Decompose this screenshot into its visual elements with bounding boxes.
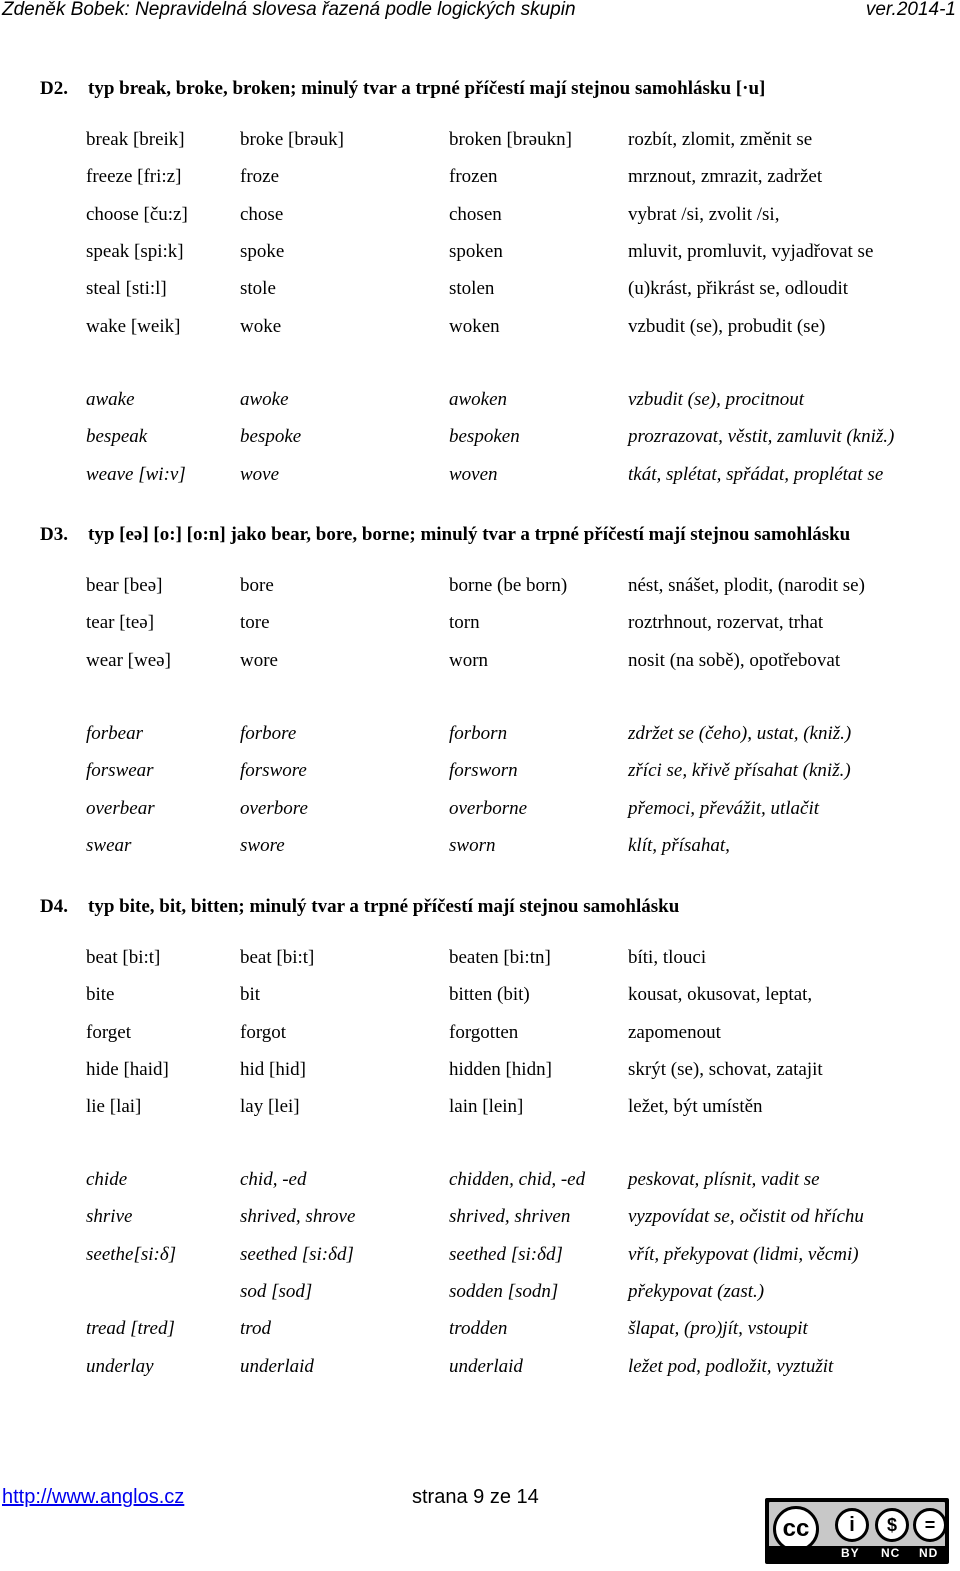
infinitive-cell: freeze [fri:z]	[86, 166, 182, 187]
past-tense-cell: stole	[240, 278, 276, 299]
verb-row	[0, 1280, 960, 1306]
section-title	[40, 524, 850, 546]
header-version: ver.2014-1	[865, 0, 956, 20]
infinitive-cell: bespeak	[86, 426, 148, 447]
past-participle-cell: lain [lein]	[449, 1096, 524, 1117]
past-participle-cell: forgotten	[449, 1022, 519, 1043]
past-tense-cell: chid, -ed	[240, 1169, 307, 1190]
verb-row	[0, 1205, 960, 1231]
infinitive-cell: shrive	[86, 1206, 133, 1227]
past-tense-cell: beat [bi:t]	[240, 947, 315, 968]
past-participle-cell: spoken	[449, 241, 503, 262]
past-participle-cell: shrived, shriven	[449, 1206, 571, 1227]
infinitive-cell: break [breik]	[86, 129, 185, 150]
past-participle-cell: trodden	[449, 1318, 508, 1339]
meaning-cell: rozbít, zlomit, změnit se	[628, 129, 813, 150]
meaning-cell: překypovat (zast.)	[628, 1281, 765, 1302]
verb-row	[0, 1243, 960, 1269]
section-number: D2.	[40, 78, 68, 99]
meaning-cell: vzbudit (se), procitnout	[628, 389, 805, 410]
past-participle-cell: seethed [si:δd]	[449, 1244, 563, 1265]
infinitive-cell: lie [lai]	[86, 1096, 142, 1117]
past-tense-cell: hid [hid]	[240, 1059, 306, 1080]
page-header	[0, 0, 960, 24]
meaning-cell: šlapat, (pro)jít, vstoupit	[628, 1318, 808, 1339]
past-tense-cell: forgot	[240, 1022, 287, 1043]
past-tense-cell: chose	[240, 204, 284, 225]
past-participle-cell: woken	[449, 316, 500, 337]
past-tense-cell: trod	[240, 1318, 271, 1339]
past-participle-cell: chidden, chid, -ed	[449, 1169, 586, 1190]
meaning-cell: prozrazovat, věstit, zamluvit (kniž.)	[628, 426, 895, 447]
past-tense-cell: swore	[240, 835, 285, 856]
past-participle-cell: forsworn	[449, 760, 518, 781]
past-tense-cell: forbore	[240, 723, 297, 744]
noncommercial-icon: $	[875, 1508, 909, 1542]
past-participle-cell: awoken	[449, 389, 508, 410]
infinitive-cell: bite	[86, 984, 115, 1005]
past-tense-cell: wove	[240, 464, 280, 485]
meaning-cell: zříci se, křivě přísahat (kniž.)	[628, 760, 851, 781]
meaning-cell: ležet pod, podložit, vyztužit	[628, 1356, 834, 1377]
website-link[interactable]: http://www.anglos.cz	[2, 1486, 185, 1508]
infinitive-cell: steal [sti:l]	[86, 278, 167, 299]
verb-row	[0, 277, 960, 303]
past-participle-cell: forborn	[449, 723, 508, 744]
past-participle-cell: sodden [sodn]	[449, 1281, 559, 1302]
past-tense-cell: awoke	[240, 389, 289, 410]
past-tense-cell: seethed [si:δd]	[240, 1244, 354, 1265]
infinitive-cell: underlay	[86, 1356, 154, 1377]
meaning-cell: (u)krást, přikrást se, odloudit	[628, 278, 849, 299]
verb-row	[0, 722, 960, 748]
meaning-cell: nést, snášet, plodit, (narodit se)	[628, 575, 865, 596]
creative-commons-badge	[765, 1498, 949, 1564]
meaning-cell: přemoci, převážit, utlačit	[628, 798, 820, 819]
past-tense-cell: lay [lei]	[240, 1096, 300, 1117]
past-participle-cell: overborne	[449, 798, 528, 819]
past-tense-cell: bespoke	[240, 426, 302, 447]
meaning-cell: mrznout, zmrazit, zadržet	[628, 166, 823, 187]
infinitive-cell: bear [beə]	[86, 575, 163, 596]
infinitive-cell: tread [tred]	[86, 1318, 175, 1339]
infinitive-cell: forswear	[86, 760, 154, 781]
infinitive-cell: awake	[86, 389, 135, 410]
cc-icon: cc	[773, 1506, 819, 1552]
infinitive-cell: chide	[86, 1169, 128, 1190]
verb-row	[0, 240, 960, 266]
past-participle-cell: underlaid	[449, 1356, 523, 1377]
noderivatives-icon: =	[913, 1508, 947, 1542]
past-tense-cell: shrived, shrove	[240, 1206, 356, 1227]
verb-row	[0, 425, 960, 451]
verb-row	[0, 165, 960, 191]
section-number: D3.	[40, 524, 68, 545]
past-tense-cell: forswore	[240, 760, 307, 781]
license-label-nc: NC	[881, 1546, 901, 1560]
infinitive-cell: wake [weik]	[86, 316, 181, 337]
past-participle-cell: beaten [bi:tn]	[449, 947, 551, 968]
section-heading-text: typ bite, bit, bitten; minulý tvar a trpné příčestí mají stejnou samohlásku	[88, 896, 680, 917]
section-title	[40, 78, 765, 100]
verb-row	[0, 1317, 960, 1343]
verb-row	[0, 759, 960, 785]
verb-row	[0, 203, 960, 229]
meaning-cell: mluvit, promluvit, vyjadřovat se	[628, 241, 874, 262]
past-participle-cell: broken [brəukn]	[449, 129, 572, 150]
section-heading-text: typ [eə] [o:] [o:n] jako bear, bore, borne; minulý tvar a trpné příčestí mají stejnou samohlásku	[88, 524, 851, 545]
past-participle-cell: chosen	[449, 204, 502, 225]
meaning-cell: zapomenout	[628, 1022, 721, 1043]
meaning-cell: vyzpovídat se, očistit od hříchu	[628, 1206, 864, 1227]
section-number: D4.	[40, 896, 68, 917]
past-participle-cell: borne (be born)	[449, 575, 568, 596]
meaning-cell: zdržet se (čeho), ustat, (kniž.)	[628, 723, 852, 744]
verb-row	[0, 983, 960, 1009]
infinitive-cell: weave [wi:v]	[86, 464, 186, 485]
meaning-cell: peskovat, plísnit, vadit se	[628, 1169, 820, 1190]
past-tense-cell: bit	[240, 984, 261, 1005]
past-tense-cell: broke [brəuk]	[240, 129, 344, 150]
verb-row	[0, 1095, 960, 1121]
license-label-nd: ND	[919, 1546, 939, 1560]
meaning-cell: klít, přísahat,	[628, 835, 730, 856]
page-number: strana 9 ze 14	[412, 1486, 539, 1508]
past-tense-cell: woke	[240, 316, 282, 337]
license-label-by: BY	[841, 1546, 860, 1560]
verb-row	[0, 1168, 960, 1194]
past-tense-cell: underlaid	[240, 1356, 314, 1377]
past-participle-cell: woven	[449, 464, 498, 485]
past-tense-cell: overbore	[240, 798, 308, 819]
past-participle-cell: worn	[449, 650, 489, 671]
license-labels	[769, 1546, 945, 1560]
meaning-cell: kousat, okusovat, leptat,	[628, 984, 813, 1005]
verb-row	[0, 1058, 960, 1084]
verb-row	[0, 1355, 960, 1381]
past-tense-cell: spoke	[240, 241, 285, 262]
past-tense-cell: sod [sod]	[240, 1281, 313, 1302]
attribution-icon: i	[835, 1508, 869, 1542]
infinitive-cell: overbear	[86, 798, 155, 819]
infinitive-cell: speak [spi:k]	[86, 241, 184, 262]
verb-row	[0, 315, 960, 341]
infinitive-cell: seethe[si:δ]	[86, 1244, 177, 1265]
meaning-cell: ležet, být umístěn	[628, 1096, 763, 1117]
past-tense-cell: froze	[240, 166, 280, 187]
verb-row	[0, 797, 960, 823]
past-participle-cell: bespoken	[449, 426, 520, 447]
verb-row	[0, 834, 960, 860]
infinitive-cell: tear [teə]	[86, 612, 155, 633]
past-tense-cell: tore	[240, 612, 270, 633]
meaning-cell: nosit (na sobě), opotřebovat	[628, 650, 841, 671]
verb-row	[0, 1021, 960, 1047]
meaning-cell: vzbudit (se), probudit (se)	[628, 316, 826, 337]
past-participle-cell: frozen	[449, 166, 498, 187]
past-participle-cell: torn	[449, 612, 480, 633]
past-tense-cell: bore	[240, 575, 274, 596]
meaning-cell: vřít, překypovat (lidmi, věcmi)	[628, 1244, 859, 1265]
past-participle-cell: stolen	[449, 278, 495, 299]
section-heading-text: typ break, broke, broken; minulý tvar a trpné příčestí mají stejnou samohlásku [·u]	[88, 78, 766, 99]
past-participle-cell: sworn	[449, 835, 496, 856]
infinitive-cell: swear	[86, 835, 132, 856]
header-title: Zdeněk Bobek: Nepravidelná slovesa řazená podle logických skupin	[2, 0, 576, 20]
meaning-cell: bíti, tlouci	[628, 947, 707, 968]
infinitive-cell: forbear	[86, 723, 143, 744]
verb-row	[0, 574, 960, 600]
verb-row	[0, 128, 960, 154]
infinitive-cell: forget	[86, 1022, 132, 1043]
verb-row	[0, 946, 960, 972]
past-participle-cell: bitten (bit)	[449, 984, 530, 1005]
infinitive-cell: choose [ču:z]	[86, 204, 188, 225]
verb-row	[0, 388, 960, 414]
past-participle-cell: hidden [hidn]	[449, 1059, 552, 1080]
section-title	[40, 896, 679, 918]
verb-row	[0, 649, 960, 675]
past-tense-cell: wore	[240, 650, 278, 671]
infinitive-cell: hide [haid]	[86, 1059, 169, 1080]
meaning-cell: skrýt (se), schovat, zatajit	[628, 1059, 823, 1080]
infinitive-cell: wear [weə]	[86, 650, 171, 671]
verb-row	[0, 463, 960, 489]
infinitive-cell: beat [bi:t]	[86, 947, 161, 968]
meaning-cell: vybrat /si, zvolit /si,	[628, 204, 780, 225]
verb-row	[0, 611, 960, 637]
meaning-cell: roztrhnout, rozervat, trhat	[628, 612, 824, 633]
meaning-cell: tkát, splétat, spřádat, proplétat se	[628, 464, 884, 485]
